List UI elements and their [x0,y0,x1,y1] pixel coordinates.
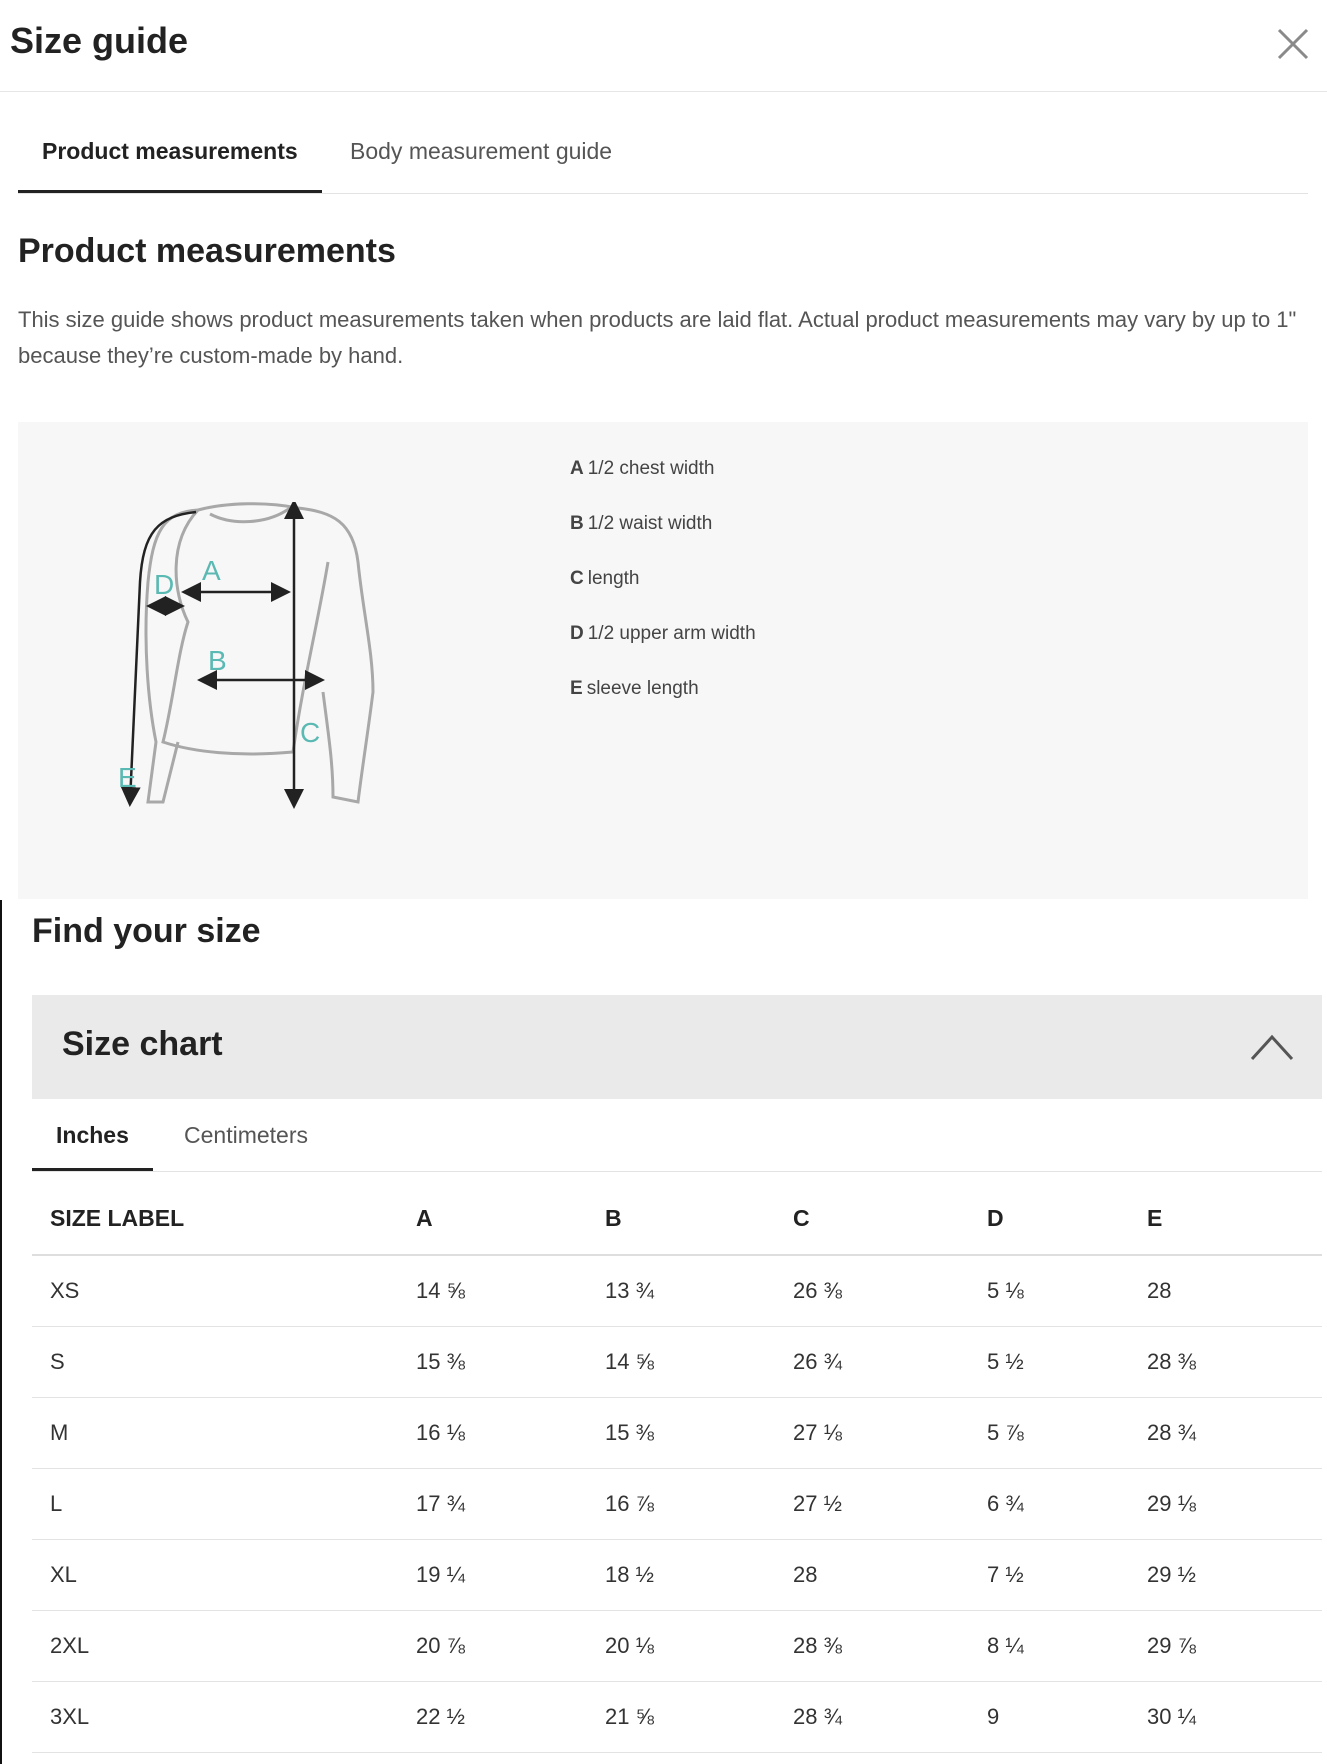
product-measurements-description: This size guide shows product measurements taken when products are laid flat. Actual product measurements may vary by up to 1" because they’re custom-made by hand. [18,307,1297,368]
cell-size-label: 3XL [32,1682,398,1753]
table-header-row [32,1183,1322,1255]
cell-c: 28 ¾ [775,1682,969,1753]
modal-title: Size guide [10,20,189,61]
column-header-size-label: SIZE LABEL [32,1183,398,1255]
cell-d: 5 ⅞ [969,1398,1129,1469]
legend-item-d: D 1/2 upper arm width [570,623,756,644]
shirt-diagram [118,502,458,822]
cell-c: 27 ½ [775,1469,969,1540]
cell-size-label: L [32,1469,398,1540]
cell-a: 17 ¾ [398,1469,587,1540]
cell-a: 22 ½ [398,1682,587,1753]
column-header-d: D [969,1183,1129,1255]
cell-c: 28 [775,1540,969,1611]
cell-c: 28 ⅜ [775,1611,969,1682]
cell-e: 29 ⅛ [1129,1469,1322,1540]
left-edge-border [0,900,2,1764]
cell-b: 21 ⅝ [587,1682,775,1753]
modal-header [0,0,1327,92]
cell-c: 26 ¾ [775,1327,969,1398]
find-your-size-title: Find your size [32,912,261,950]
cell-e: 29 ½ [1129,1540,1322,1611]
diagram-label-a: A [202,555,221,586]
column-header-a: A [398,1183,587,1255]
cell-a: 19 ¼ [398,1540,587,1611]
cell-d: 6 ¾ [969,1469,1129,1540]
cell-a: 16 ⅛ [398,1398,587,1469]
tab-inches[interactable]: Inches [32,1100,153,1171]
column-header-e: E [1129,1183,1322,1255]
tab-centimeters[interactable]: Centimeters [184,1122,308,1148]
table-row [32,1398,1322,1469]
column-header-c: C [775,1183,969,1255]
table-row [32,1255,1322,1327]
measurement-legend [570,458,756,733]
cell-e: 28 [1129,1255,1322,1327]
diagram-label-c: C [300,717,321,748]
cell-c: 26 ⅜ [775,1255,969,1327]
measurement-tabs [18,110,1308,194]
table-row [32,1682,1322,1753]
cell-size-label: XL [32,1540,398,1611]
cell-e: 28 ⅜ [1129,1327,1322,1398]
cell-b: 14 ⅝ [587,1327,775,1398]
cell-d: 7 ½ [969,1540,1129,1611]
chevron-up-icon [1248,1027,1296,1067]
cell-d: 5 ½ [969,1327,1129,1398]
size-chart-title: Size chart [62,1025,223,1063]
size-chart-table [32,1183,1322,1753]
cell-b: 20 ⅛ [587,1611,775,1682]
legend-item-b: B 1/2 waist width [570,513,713,534]
diagram-label-b: B [208,645,227,676]
cell-b: 15 ⅜ [587,1398,775,1469]
legend-item-c: C length [570,568,640,589]
legend-item-a: A 1/2 chest width [570,458,715,479]
diagram-label-e: E [118,762,137,793]
unit-tabs [32,1100,1322,1172]
cell-d: 8 ¼ [969,1611,1129,1682]
cell-c: 27 ⅛ [775,1398,969,1469]
product-measurements-title: Product measurements [18,232,396,270]
cell-size-label: 2XL [32,1611,398,1682]
cell-a: 20 ⅞ [398,1611,587,1682]
legend-item-e: E sleeve length [570,678,699,699]
table-row [32,1327,1322,1398]
cell-a: 15 ⅜ [398,1327,587,1398]
table-row [32,1540,1322,1611]
measurement-diagram-panel [18,422,1308,899]
diagram-label-d: D [154,569,175,600]
table-row [32,1611,1322,1682]
cell-size-label: S [32,1327,398,1398]
cell-d: 9 [969,1682,1129,1753]
cell-size-label: XS [32,1255,398,1327]
cell-size-label: M [32,1398,398,1469]
table-row [32,1469,1322,1540]
cell-e: 29 ⅞ [1129,1611,1322,1682]
column-header-b: B [587,1183,775,1255]
cell-b: 13 ¾ [587,1255,775,1327]
cell-e: 28 ¾ [1129,1398,1322,1469]
cell-b: 16 ⅞ [587,1469,775,1540]
tab-product-measurements[interactable]: Product measurements [18,110,322,193]
size-chart-accordion-header[interactable] [32,995,1322,1099]
cell-a: 14 ⅝ [398,1255,587,1327]
tab-body-measurement-guide[interactable]: Body measurement guide [350,138,613,164]
cell-e: 30 ¼ [1129,1682,1322,1753]
cell-b: 18 ½ [587,1540,775,1611]
close-icon [1271,22,1315,66]
cell-d: 5 ⅛ [969,1255,1129,1327]
close-button[interactable] [1271,22,1315,66]
